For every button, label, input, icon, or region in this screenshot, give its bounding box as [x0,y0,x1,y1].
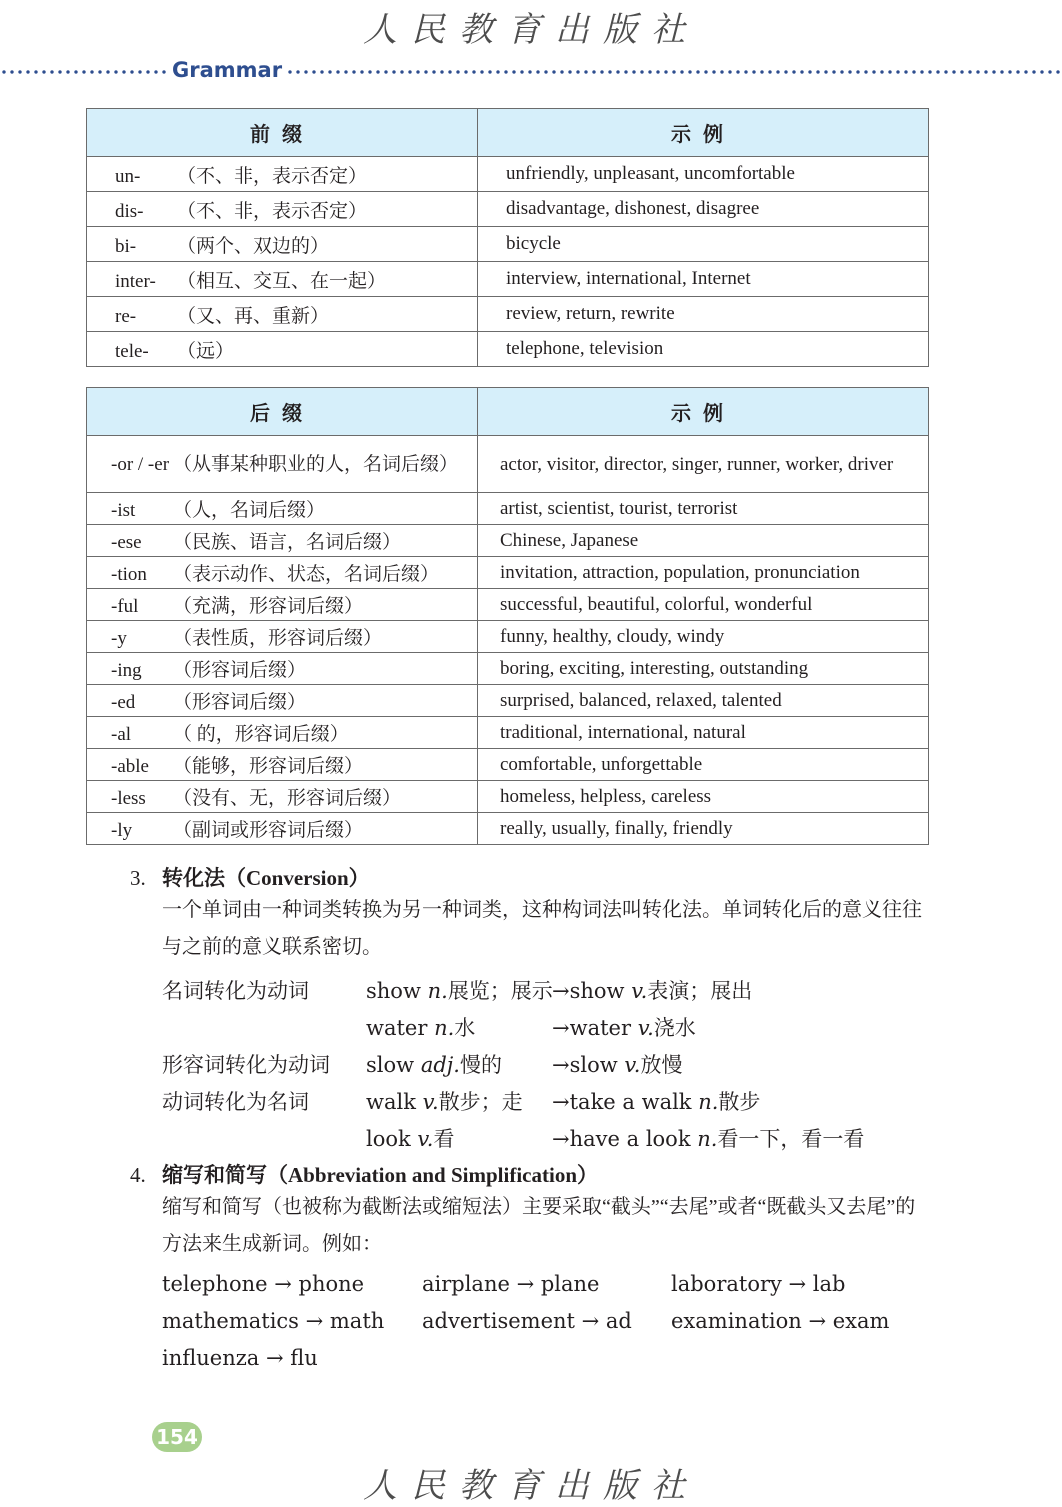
affix-examples: invitation, attraction, population, pronunciation [478,557,929,589]
table-row [87,192,929,227]
table-row [87,262,929,297]
affix-meaning: （表示动作、状态，名词后缀） [173,564,440,585]
table-row [87,157,929,192]
table-row [87,297,929,332]
conversion-description: 一个单词由一种词类转换为另一种词类，这种构词法叫转化法。单词转化后的意义往往与之前的意义联系密切。 [162,899,922,958]
affix: -tion [111,564,147,585]
section-title: 转化法（Conversion） [162,866,370,890]
section-bar [0,58,1062,88]
affix: -ed [111,692,136,713]
affix-examples: interview, international, Internet [478,262,929,297]
table-row [87,493,929,525]
table-row [87,621,929,653]
affix-meaning: （不、非，表示否定） [177,165,368,187]
affix-examples: funny, healthy, cloudy, windy [478,621,929,653]
affix-examples: really, usually, finally, friendly [478,813,929,845]
conversion-to: →slow v.放慢 [552,1053,683,1077]
affix-examples: successful, beautiful, colorful, wonderful [478,589,929,621]
affix: re- [115,305,137,327]
affix: -ist [111,500,136,521]
affix-examples: review, return, rewrite [478,297,929,332]
affix-examples: traditional, international, natural [478,717,929,749]
affix-meaning: （相互、交互、在一起） [177,270,387,292]
affix-examples: disadvantage, dishonest, disagree [478,192,929,227]
table-row [87,589,929,621]
affix-meaning: （人，名词后缀） [173,500,326,521]
affix-meaning: （远） [177,340,235,362]
page-number: 154 [152,1422,202,1452]
conversion-category: 动词转化为名词 [162,1090,309,1114]
table-row [87,781,929,813]
affix: -ing [111,660,142,681]
affix: dis- [115,200,144,222]
affix-meaning: （形容词后缀） [173,692,307,713]
abbreviation-example: examination → exam [671,1309,890,1333]
affix: inter- [115,270,156,292]
affix: un- [115,165,141,187]
suffix-header: 后缀 [87,388,478,436]
affix: tele- [115,340,149,362]
table-row [87,332,929,367]
affix: -ful [111,596,139,617]
conversion-to: →water v.浇水 [552,1016,696,1040]
table-row [87,436,929,493]
example-header: 示例 [478,388,929,436]
table-row [87,749,929,781]
affix-meaning: （副词或形容词后缀） [173,820,364,841]
conversion-from: walk v.散步；走 [366,1090,523,1114]
prefix-table [86,108,929,367]
table-row [87,717,929,749]
suffix-table [86,387,929,845]
abbreviation-example: laboratory → lab [671,1272,846,1296]
dotted-rule-right [286,70,1062,74]
section-label: Grammar [172,58,283,82]
affix-meaning: （不、非，表示否定） [177,200,368,222]
affix-examples: telephone, television [478,332,929,367]
abbreviation-example: mathematics → math [162,1309,385,1333]
abbreviation-heading [130,1159,930,1189]
conversion-from: look v.看 [366,1127,455,1151]
dotted-rule-left [0,70,168,74]
table-row [87,813,929,845]
affix-meaning: （充满，形容词后缀） [173,596,364,617]
conversion-category: 名词转化为动词 [162,979,309,1003]
affix-meaning: （又、再、重新） [177,305,330,327]
section-title: 缩写和简写（Abbreviation and Simplification） [162,1163,598,1187]
affix-examples: bicycle [478,227,929,262]
table-row [87,227,929,262]
conversion-to: →show v.表演；展出 [552,979,753,1003]
abbreviation-section [130,1159,930,1263]
affix: -less [111,788,146,809]
section-number: 4. [130,1163,146,1187]
affix-meaning: （能够，形容词后缀） [173,756,364,777]
affix: -ese [111,532,142,553]
affix: -al [111,724,132,745]
conversion-to: →take a walk n.散步 [552,1090,761,1114]
affix-meaning: （表性质，形容词后缀） [173,628,383,649]
abbreviation-example: telephone → phone [162,1272,365,1296]
conversion-heading [130,862,930,892]
affix-meaning: （从事某种职业的人，名词后缀） [173,453,459,475]
affix: -y [111,628,127,649]
affix: -or / -er [111,453,170,475]
affix-meaning: （民族、语言，名词后缀） [173,532,402,553]
affix-examples: artist, scientist, tourist, terrorist [478,493,929,525]
conversion-from: show n.展览；展示 [366,979,553,1003]
affix-examples: surprised, balanced, relaxed, talented [478,685,929,717]
abbreviation-example: influenza → flu [162,1346,318,1370]
conversion-from: slow adj.慢的 [366,1053,502,1077]
abbreviation-example: airplane → plane [422,1272,600,1296]
affix-meaning: （形容词后缀） [173,660,307,681]
publisher-footer: 人民教育出版社 [363,1466,699,1506]
conversion-section [130,862,930,966]
prefix-header: 前缀 [87,109,478,157]
affix-examples: Chinese, Japanese [478,525,929,557]
affix-examples: homeless, helpless, careless [478,781,929,813]
table-row [87,685,929,717]
conversion-category: 形容词转化为动词 [162,1053,330,1077]
table-row [87,525,929,557]
conversion-from: water n.水 [366,1016,476,1040]
affix: -ly [111,820,133,841]
affix-meaning: （ 的，形容词后缀） [173,724,349,745]
publisher-header: 人民教育出版社 [363,10,699,50]
section-number: 3. [130,866,146,890]
affix-examples: unfriendly, unpleasant, uncomfortable [478,157,929,192]
example-header: 示例 [478,109,929,157]
affix-meaning: （没有、无，形容词后缀） [173,788,402,809]
table-row [87,557,929,589]
affix-examples: boring, exciting, interesting, outstanding [478,653,929,685]
affix-meaning: （两个、双边的） [177,235,330,257]
conversion-to: →have a look n.看一下，看一看 [552,1127,865,1151]
abbreviation-description: 缩写和简写（也被称为截断法或缩短法）主要采取“截头”“去尾”或者“既截头又去尾”的方法来生成新词。例如： [162,1196,916,1255]
abbreviation-example: advertisement → ad [422,1309,632,1333]
affix: -able [111,756,149,777]
affix: bi- [115,235,137,257]
table-row [87,653,929,685]
affix-examples: comfortable, unforgettable [478,749,929,781]
affix-examples: actor, visitor, director, singer, runner, worker, driver [478,436,929,493]
